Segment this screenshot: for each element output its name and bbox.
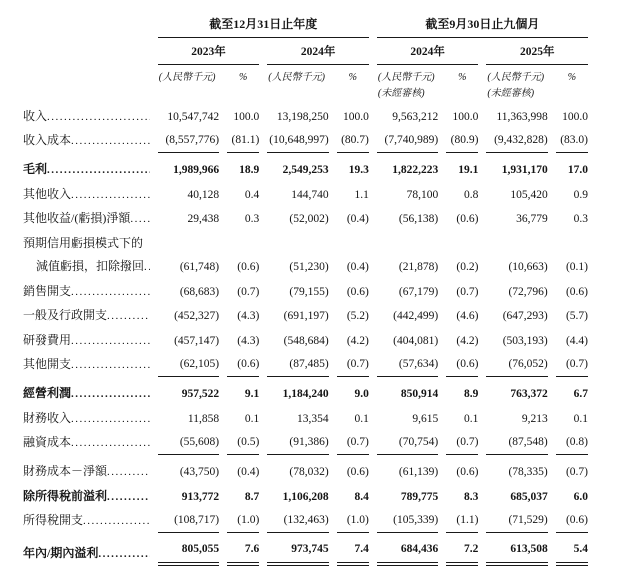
amount-cell	[158, 231, 219, 255]
percent-cell: (4.2)	[456, 334, 479, 347]
percent-cell: (4.2)	[346, 334, 369, 347]
amount-cell: 13,198,250	[276, 110, 329, 123]
unaudited-note: (未經審核)	[487, 88, 535, 99]
amount-cell: (21,878)	[398, 261, 439, 273]
amount-cell: (79,155)	[289, 285, 329, 298]
table-row	[23, 509, 588, 534]
percent-cell: 19.1	[458, 164, 479, 176]
percent-cell: 100.0	[562, 110, 588, 123]
dot-leader	[98, 546, 149, 562]
percent-cell: (4.3)	[237, 310, 260, 322]
row-label	[23, 377, 150, 406]
table-row	[23, 406, 588, 431]
row-label-text: 一般及行政開支	[23, 308, 108, 322]
amount-cell: (62,105)	[158, 353, 219, 378]
row-label	[23, 353, 150, 378]
percent-cell: 8.9	[464, 388, 479, 400]
percent-cell	[227, 231, 259, 255]
row-label-text: 其他收入	[23, 186, 72, 201]
percent-cell	[446, 231, 478, 255]
unaudited-note: (未經審核)	[377, 88, 425, 99]
dot-leader	[71, 386, 150, 402]
amount-cell: 1,931,170	[501, 164, 548, 176]
percent-cell: (0.7)	[556, 353, 588, 378]
table-row	[23, 431, 588, 456]
amount-cell: (72,796)	[508, 285, 548, 298]
percent-cell: (80.7)	[337, 129, 369, 154]
dot-leader	[71, 357, 150, 373]
amount-cell: 11,858	[187, 412, 220, 425]
percent-cell: 0.1	[354, 412, 369, 425]
amount-cell: (56,138)	[398, 213, 439, 225]
amount-cell: 29,438	[187, 213, 220, 225]
amount-cell: (9,432,828)	[486, 129, 547, 154]
header-spacer	[23, 13, 150, 38]
amount-cell: (108,717)	[158, 509, 219, 534]
percent-cell: 19.3	[348, 164, 369, 176]
percent-cell: (4.6)	[456, 310, 479, 322]
row-label-text: 研發費用	[23, 332, 72, 347]
table-row	[23, 377, 588, 406]
amount-cell: (8,557,776)	[158, 129, 219, 154]
table-header	[23, 13, 588, 104]
amount-cell	[267, 231, 328, 255]
percent-cell: 17.0	[567, 164, 588, 176]
amount-cell: 78,100	[406, 188, 439, 201]
amount-cell: 763,372	[510, 388, 548, 400]
percent-header: %	[348, 72, 357, 83]
row-label-text: 經營利潤	[23, 386, 72, 400]
percent-cell: 0.8	[464, 188, 479, 201]
row-label-text: 所得稅開支	[23, 513, 84, 527]
row-label	[23, 431, 150, 456]
amount-cell: 789,775	[400, 490, 439, 503]
percent-cell: (0.7)	[337, 431, 369, 456]
percent-cell: 100.0	[233, 110, 260, 123]
row-label	[23, 509, 150, 534]
amount-cell: 850,914	[400, 388, 439, 400]
dot-leader	[71, 411, 150, 427]
row-label	[23, 255, 150, 280]
percent-cell: (0.8)	[556, 431, 588, 456]
dot-leader	[144, 259, 150, 275]
percent-cell: (0.7)	[565, 466, 588, 478]
amount-cell: (10,663)	[508, 261, 548, 273]
amount-cell: (442,499)	[393, 310, 439, 322]
percent-cell: 0.1	[573, 412, 588, 425]
amount-cell: (7,740,989)	[377, 129, 438, 154]
percent-cell: (0.4)	[346, 213, 369, 225]
table-row	[23, 104, 588, 129]
percent-header: %	[458, 72, 467, 83]
row-label-text: 財務收入	[23, 410, 72, 425]
percent-cell: (0.7)	[446, 431, 478, 456]
percent-cell: 100.0	[342, 110, 369, 123]
table-row	[23, 353, 588, 378]
amount-cell: (10,648,997)	[267, 129, 328, 154]
amount-cell: (57,634)	[377, 353, 438, 378]
unit-header: (人民幣千元)	[158, 72, 216, 83]
header-spacer	[23, 85, 150, 104]
percent-cell: (1.0)	[337, 509, 369, 534]
percent-cell: 5.4	[556, 533, 588, 566]
amount-cell: (61,748)	[179, 261, 220, 273]
amount-cell: 11,363,998	[496, 110, 548, 123]
percent-cell: (0.6)	[456, 466, 479, 478]
percent-cell: (0.7)	[337, 353, 369, 378]
row-label	[23, 279, 150, 304]
header-spacer	[23, 38, 150, 65]
amount-cell: 1,184,240	[282, 388, 329, 400]
amount-cell: 957,522	[181, 388, 220, 400]
row-label	[23, 406, 150, 431]
percent-cell: 0.3	[244, 213, 260, 225]
row-label-text: 收入成本	[23, 133, 72, 147]
amount-cell: (67,179)	[398, 285, 439, 298]
table-row	[23, 484, 588, 509]
table-row	[23, 231, 588, 255]
row-label	[23, 455, 150, 484]
amount-cell: (61,139)	[398, 466, 439, 478]
row-label-text: 預期信用虧損模式下的	[23, 235, 144, 250]
percent-cell: 6.7	[573, 388, 588, 400]
percent-cell: (0.6)	[346, 285, 369, 298]
percent-cell: (0.6)	[446, 353, 478, 378]
amount-cell: (87,548)	[486, 431, 547, 456]
percent-cell: (0.2)	[456, 261, 479, 273]
percent-cell: 0.1	[464, 412, 479, 425]
amount-cell: (404,081)	[393, 334, 439, 347]
percent-cell: 6.0	[573, 490, 588, 503]
row-label-text: 銷售開支	[23, 283, 72, 298]
percent-cell: 0.4	[244, 188, 260, 201]
percent-cell: (80.9)	[446, 129, 478, 154]
year-header-9m2024: 2024年	[377, 38, 479, 65]
percent-cell	[337, 231, 369, 255]
amount-cell: (457,147)	[174, 334, 220, 347]
percent-cell: 18.9	[239, 164, 260, 176]
percent-cell: 8.7	[244, 490, 260, 503]
percent-cell: 9.0	[354, 388, 369, 400]
percent-cell: 100.0	[452, 110, 479, 123]
row-label	[23, 104, 150, 129]
percent-cell: (0.6)	[556, 509, 588, 534]
income-statement-table	[15, 13, 596, 566]
table-row	[23, 455, 588, 484]
amount-cell: 2,549,253	[282, 164, 329, 176]
row-label-text: 其他收益/(虧損)淨額	[23, 211, 131, 225]
year-header-2024: 2024年	[267, 38, 369, 65]
amount-cell: 144,740	[291, 188, 329, 201]
amount-cell: (70,754)	[377, 431, 438, 456]
dot-leader	[83, 513, 150, 529]
amount-cell: 10,547,742	[167, 110, 220, 123]
amount-cell: 973,745	[267, 533, 328, 566]
amount-cell: (503,193)	[502, 334, 548, 347]
amount-cell: 685,037	[510, 490, 548, 503]
table-row	[23, 255, 588, 280]
percent-cell: 0.1	[244, 412, 260, 425]
amount-cell: 9,615	[412, 412, 439, 425]
amount-cell: 1,106,208	[282, 490, 329, 503]
row-label	[23, 328, 150, 353]
amount-cell: (691,197)	[283, 310, 329, 322]
percent-cell: (0.4)	[237, 466, 260, 478]
percent-cell: (0.4)	[346, 261, 369, 273]
percent-cell: (4.4)	[565, 334, 588, 347]
row-label	[23, 207, 150, 232]
percent-cell: (0.7)	[237, 285, 260, 298]
amount-cell: 913,772	[181, 490, 220, 503]
amount-cell: (647,293)	[502, 310, 548, 322]
percent-cell: (0.7)	[456, 285, 479, 298]
table-row	[23, 207, 588, 232]
dot-leader	[107, 308, 150, 324]
percent-cell: (1.1)	[446, 509, 478, 534]
amount-cell: (452,327)	[174, 310, 220, 322]
amount-cell: 9,563,212	[392, 110, 439, 123]
row-label	[23, 231, 150, 255]
amount-cell: (91,386)	[267, 431, 328, 456]
amount-cell	[377, 231, 438, 255]
amount-cell: 36,779	[516, 213, 548, 225]
amount-cell: (71,529)	[486, 509, 547, 534]
percent-cell: (0.1)	[565, 261, 588, 273]
row-label	[23, 533, 150, 566]
amount-cell: 1,989,966	[173, 164, 220, 176]
percent-header: %	[567, 72, 577, 83]
period-group-row	[23, 13, 588, 38]
unit-header: (人民幣千元)	[487, 72, 545, 83]
unit-header: (人民幣千元)	[377, 72, 435, 83]
row-label	[23, 153, 150, 182]
table-row	[23, 328, 588, 353]
percent-cell: (0.6)	[565, 285, 588, 298]
amount-cell: 805,055	[158, 533, 219, 566]
amount-cell: (87,485)	[267, 353, 328, 378]
percent-cell: (0.5)	[227, 431, 259, 456]
percent-cell: 7.6	[227, 533, 259, 566]
percent-header: %	[239, 72, 248, 83]
percent-cell: (81.1)	[227, 129, 259, 154]
amount-cell: 1,822,223	[392, 164, 439, 176]
percent-cell: (0.6)	[456, 213, 479, 225]
dot-leader	[71, 435, 150, 451]
amount-cell: (68,683)	[179, 285, 220, 298]
amount-cell: (55,608)	[158, 431, 219, 456]
row-label	[23, 129, 150, 154]
amount-cell: 13,354	[297, 412, 329, 425]
amount-cell: (105,339)	[377, 509, 438, 534]
dot-leader	[107, 464, 150, 480]
percent-cell: 7.2	[446, 533, 478, 566]
amount-cell: 9,213	[521, 412, 548, 425]
table-row	[23, 279, 588, 304]
dot-leader	[47, 109, 150, 125]
row-label-text: 收入	[23, 108, 48, 123]
period-group-9m: 截至9月30日止九個月	[377, 13, 588, 38]
dot-leader	[71, 133, 150, 149]
percent-cell: 8.3	[464, 490, 479, 503]
row-label-text: 年內/期內溢利	[23, 546, 99, 560]
amount-cell: (78,032)	[289, 466, 329, 478]
header-spacer	[23, 65, 150, 85]
amount-cell: 40,128	[187, 188, 220, 201]
table-row	[23, 182, 588, 207]
dot-leader	[71, 187, 150, 203]
percent-cell	[556, 231, 588, 255]
row-label-text: 毛利	[23, 162, 48, 176]
row-label-text: 財務成本－淨額	[23, 464, 108, 478]
row-label-text: 其他開支	[23, 357, 72, 371]
unaudited-header-row	[23, 85, 588, 104]
amount-cell: 105,420	[510, 188, 548, 201]
amount-cell: (548,684)	[283, 334, 329, 347]
percent-cell: (0.6)	[346, 466, 369, 478]
percent-cell: 1.1	[354, 188, 369, 201]
dot-leader	[71, 333, 150, 349]
percent-cell: 0.9	[573, 188, 588, 201]
dot-leader	[47, 162, 150, 178]
amount-cell: (43,750)	[179, 466, 220, 478]
percent-cell: (4.3)	[237, 334, 260, 347]
year-header-9m2025: 2025年	[486, 38, 588, 65]
amount-cell: 613,508	[486, 533, 547, 566]
row-label	[23, 484, 150, 509]
amount-cell: (76,052)	[486, 353, 547, 378]
dot-leader	[71, 284, 150, 300]
row-label-text: 除所得稅前溢利	[23, 488, 108, 503]
percent-cell: (0.6)	[227, 353, 259, 378]
amount-cell: (132,463)	[267, 509, 328, 534]
period-group-fy: 截至12月31日止年度	[158, 13, 369, 38]
row-label-text: 減值虧損，扣除撥回	[36, 259, 145, 273]
percent-cell: (1.0)	[227, 509, 259, 534]
percent-cell: (83.0)	[556, 129, 588, 154]
amount-cell: 684,436	[377, 533, 438, 566]
unit-header: (人民幣千元)	[268, 72, 325, 83]
percent-cell: (0.6)	[237, 261, 260, 273]
percent-cell: 7.4	[337, 533, 369, 566]
year-header-2023: 2023年	[158, 38, 260, 65]
row-label-text: 融資成本	[23, 435, 72, 449]
percent-cell: (5.7)	[565, 310, 588, 322]
amount-cell: (51,230)	[289, 261, 329, 273]
dot-leader	[107, 489, 150, 505]
percent-cell: 8.4	[354, 490, 369, 503]
year-header-row	[23, 38, 588, 65]
table-row	[23, 304, 588, 329]
amount-cell	[486, 231, 547, 255]
amount-cell: (78,335)	[508, 466, 548, 478]
table-row	[23, 153, 588, 182]
percent-cell: (5.2)	[346, 310, 369, 322]
table-row	[23, 129, 588, 154]
table-row	[23, 533, 588, 566]
unit-header-row	[23, 65, 588, 85]
row-label	[23, 182, 150, 207]
row-label	[23, 304, 150, 329]
percent-cell: 9.1	[244, 388, 260, 400]
dot-leader	[130, 211, 149, 227]
amount-cell: (52,002)	[289, 213, 329, 225]
table-body	[23, 104, 588, 566]
percent-cell: 0.3	[573, 213, 588, 225]
